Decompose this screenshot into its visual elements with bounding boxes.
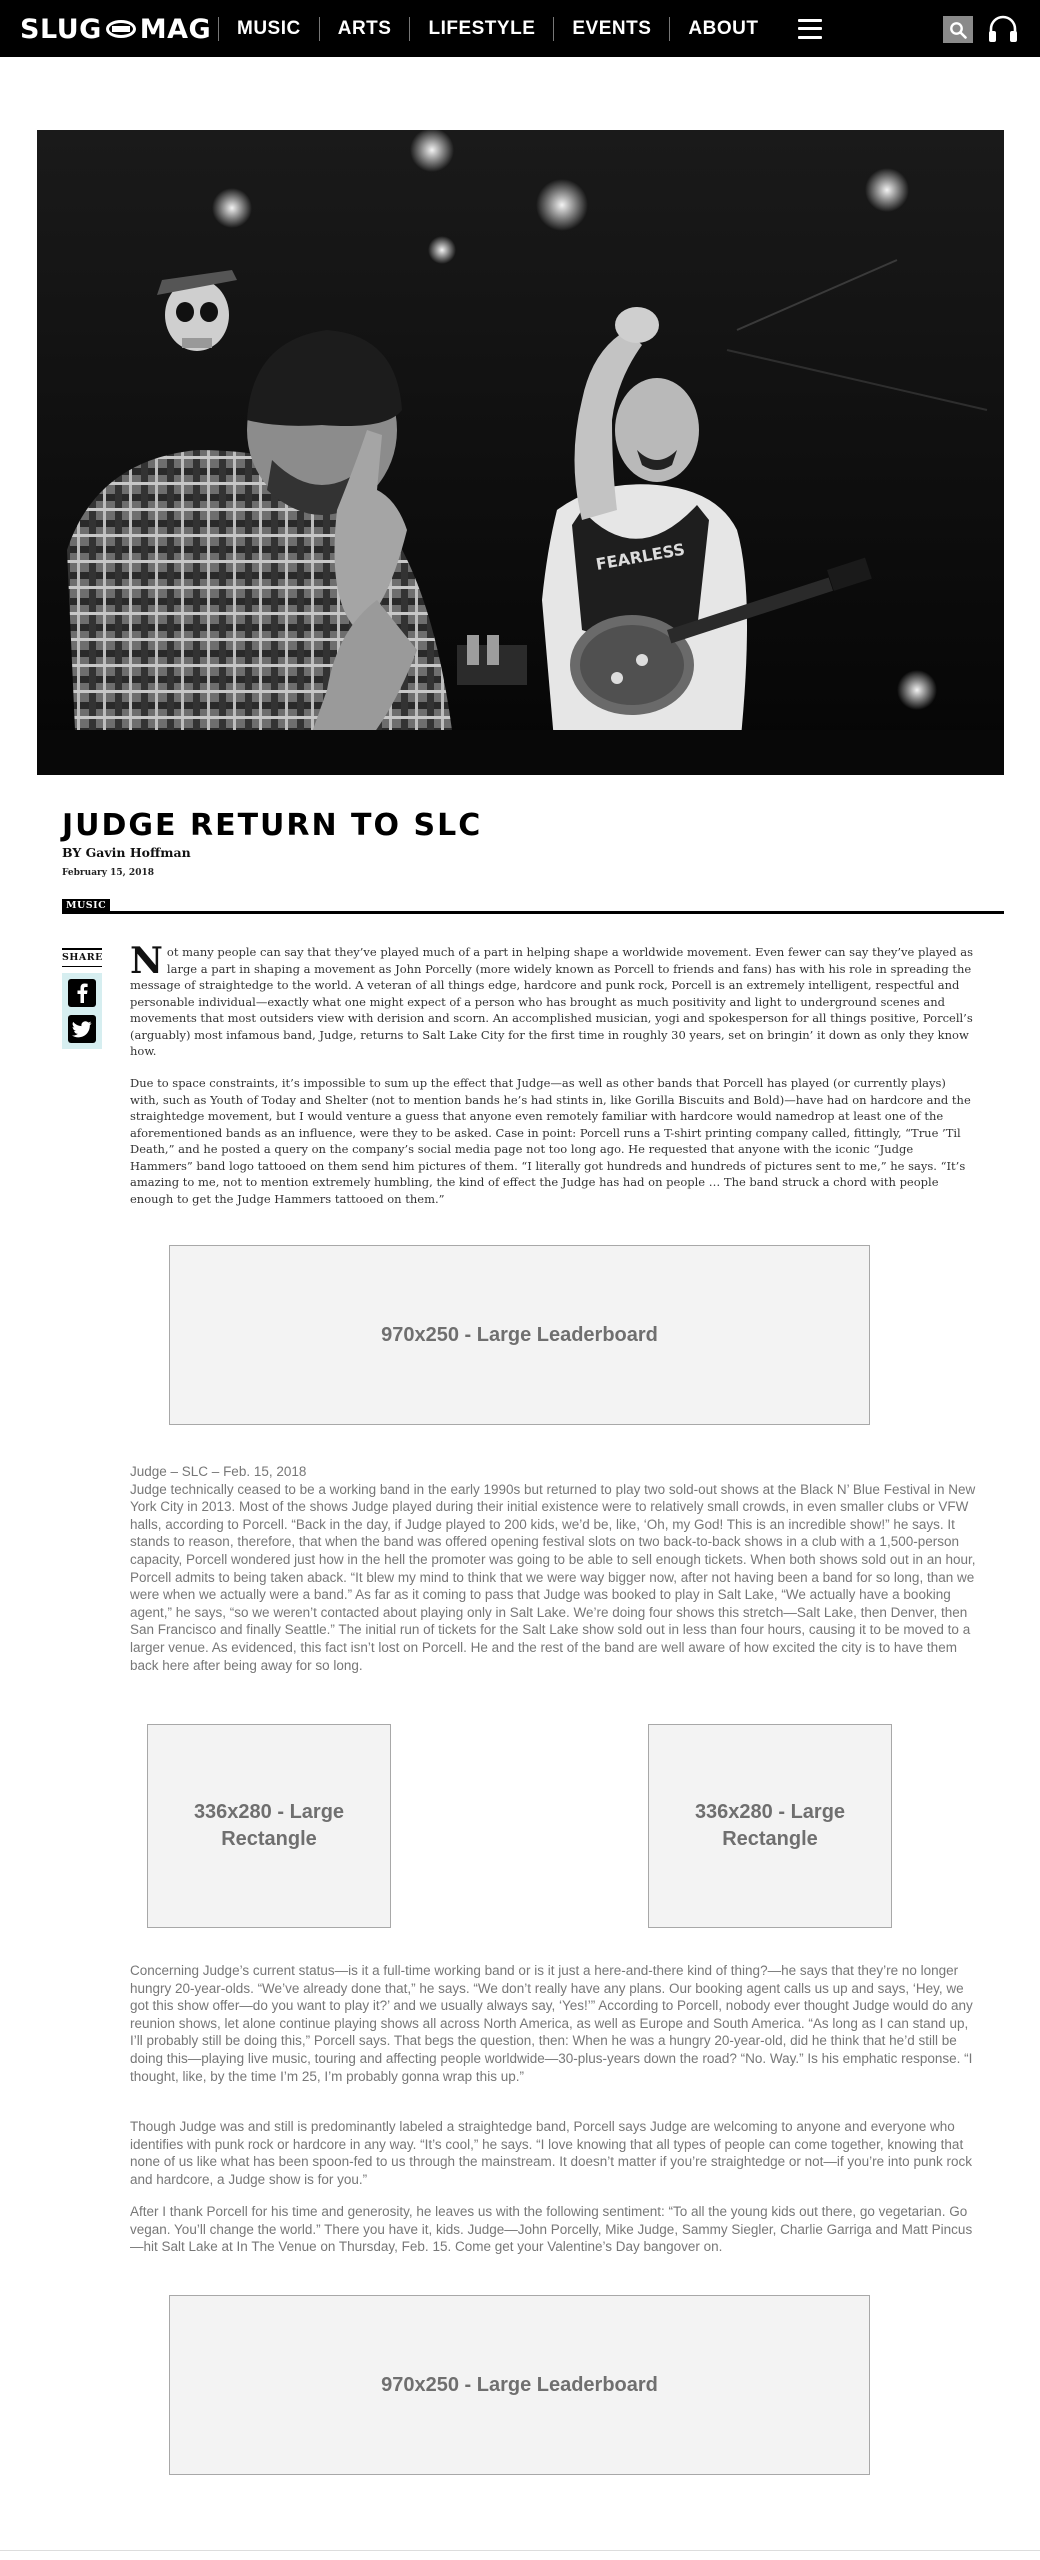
article-paragraph-6: After I thank Porcell for his time and generosity, he leaves us with the following sentiment: “To all the young kids out there, go vegetarian. Go vegan. You’ll change the world.” There you have it, kids. Judge—John Porcelly, Mike Judge, Sammy Siegler, Charlie Garriga and Matt Pincus—hit Salt Lake at In The Venue on Thursday, Feb. 15. Come get your Valentine’s Day bangover on. [130, 2204, 973, 2255]
headphones-icon[interactable] [987, 14, 1019, 44]
share-buttons [62, 973, 102, 1049]
article-paragraph-2: Due to space constraints, it’s impossible to sum up the effect that Judge—as well as other bands that Porcell has played (or currently plays) with, such as Youth of Today and Shelter (not to mention bands he’s had stints in, like Gorilla Biscuits and Bold)—have had on hardcore and the straightedge movement, but I would venture a guess that anyone even remotely familiar with hardcore would namedrop at least one of the aforementioned bands as an influence, were they to be asked. Case in point: Porcell runs a T-shirt printing company called, fittingly, “True ’Til Death,” and he posted a query on the company’s social media page not too long ago. He requested that anyone with the iconic “Judge Hammers” band logo tattooed on them send him pictures of them. “I literally got hundreds and hundreds of pictures sent to me,” he says. “It’s amazing to me, not to mention extremely humbling, the kind of effect the Judge has had on people … The band struck a chord with people enough to get the Judge Hammers tattooed on them.” [130, 1076, 971, 1206]
article-date: February 15, 2018 [62, 868, 154, 878]
paragraph-1-text: ot many people can say that they’ve played much of a part in helping shape a worldwide movement. Even fewer can say they’ve played as large a part in shaping a movement as John Porcelly (more widely known as Porcell to friends and fans) has with his role in spreading the message of straightedge to the world. A veteran of all things edge, hardcore and punk rock, Porcell is an extremely intelligent, respectful and personable individual—exactly what one might expect of a person who has brought as much positivity and light to underground scenes and movements that most outsiders view with derision and scorn. An accomplished musician, yogi and spokesperson for all things positive, Porcell’s (arguably) most infamous band, Judge, returns to Salt Lake City for the first time in roughly 30 years, set on bringin’ it down as only they know how. [130, 945, 973, 1058]
nav-item-music[interactable]: MUSIC [218, 17, 319, 41]
share-label: SHARE [62, 948, 102, 967]
nav-item-events[interactable]: EVENTS [553, 17, 669, 41]
slug-badge-icon [106, 17, 136, 41]
drop-cap: N [130, 940, 163, 982]
logo-text-right: MAG [139, 13, 212, 45]
site-logo[interactable] [20, 12, 211, 46]
hero-photo [37, 130, 1004, 775]
ad-rectangle-right-label: 336x280 - Large Rectangle [694, 1801, 846, 1850]
svg-text:FEARLESS: FEARLESS [594, 539, 687, 574]
nav-item-about[interactable]: ABOUT [669, 17, 776, 41]
ad-leaderboard-top-label: 970x250 - Large Leaderboard [381, 1323, 658, 1346]
main-nav [218, 0, 822, 57]
share-panel [62, 948, 102, 1049]
category-tag-music[interactable]: MUSIC [62, 899, 110, 912]
article-paragraph-1 [130, 940, 975, 1060]
title-divider [62, 911, 1004, 914]
logo-text-left: SLUG [20, 13, 102, 45]
ad-leaderboard-bottom[interactable] [169, 2295, 870, 2475]
concert-photo-judge [37, 130, 1004, 775]
article-paragraph-4: Concerning Judge’s current status—is it a full-time working band or is it just a here-and-there kind of thing?—he says that they’re no longer hungry 20-year-olds. “We’ve already done that,” he says. “We don’t really have any plans. Our booking agent calls us up and says, ‘Hey, we got this show offer—do you want to play it?’ and we usually always say, ‘Yes!’” According to Porcell, nobody ever thought Judge would do any reunion shows, let alone continue playing shows all across North America, as well as Europe and South America. “As long as I can stand up, I’ll probably still be doing this,” Porcell says. That begs the question, then: When he was a hungry 20-year-old, did he think that he’d still be doing this—playing live music, touring and affecting people worldwide—30-plus-years down the road? “No. Way.” Is his emphatic response. “I thought, like, by the time I’m 25, I’m probably gonna wrap this up.” [130, 1963, 973, 2084]
twitter-icon [72, 1021, 92, 1038]
hamburger-menu-icon[interactable] [798, 19, 822, 39]
search-button[interactable] [943, 16, 973, 43]
facebook-icon [75, 983, 89, 1003]
search-icon [949, 21, 967, 39]
article-title: JUDGE RETURN TO SLC [62, 808, 483, 843]
ad-rectangle-left-label: 336x280 - Large Rectangle [193, 1801, 345, 1850]
photo-caption: Judge – SLC – Feb. 15, 2018 [130, 1464, 307, 1479]
ad-rectangle-left[interactable] [147, 1724, 391, 1928]
site-header [0, 0, 1040, 57]
facebook-share-button[interactable] [68, 979, 96, 1007]
article-paragraph-5: Though Judge was and still is predominantly labeled a straightedge band, Porcell says Judge are welcoming to anyone and everyone who identifies with punk rock or hardcore in any way. “It’s cool,” he says. “I love knowing that all types of people can come together, knowing that none of us like what has been spoon-fed to us through the mainstream. It doesn’t matter if you’re straightedge or not—if you’re into punk rock and hardcore, a Judge show is for you.” [130, 2119, 972, 2187]
article-byline[interactable]: BY Gavin Hoffman [62, 845, 191, 860]
article-paragraph-3 [130, 1463, 980, 1674]
page-bottom-divider [0, 2550, 1040, 2551]
ad-leaderboard-top[interactable] [169, 1245, 870, 1425]
paragraph-3-text: Judge technically ceased to be a working band in the early 1990s but returned to play two sold-out shows at the Black N’ Blue Festival in New York City in 2013. Most of the shows Judge played during their initial existence were to relatively small crowds, in even smaller clubs or VFW halls, according to Porcell. “Back in the day, if Judge played to 200 kids, we’d be, like, ‘Oh, my God! This is an incredible show!” he says. It stands to reason, therefore, that when the band was offered opening festival slots on two back-to-back shows in a club with a 1,500-person capacity, Porcell wondered just how in the hell the promoter was going to be able to sell enough tickets. When both shows sold out in an hour, Porcell admits to being taken aback. “It blew my mind to think that we were way bigger now, after not having been a band for so long, than we were when we actually were a band.” As far as it coming to pass that Judge was booked to play in Salt Lake, “We actually have a booking agent,” he says, “so we weren’t contacted about playing only in Salt Lake. We’re doing four shows this stretch—Salt Lake, then Denver, then San Francisco and finally Seattle.” The initial run of tickets for the Salt Lake show sold out in less than four hours, causing it to be moved to a larger venue. As evidenced, this fact isn’t lost on Porcell. He and the rest of the band are well aware of how excited the city is to have them back here after being away for so long. [130, 1481, 976, 1673]
nav-item-lifestyle[interactable]: LIFESTYLE [409, 17, 553, 41]
ad-rectangle-right[interactable] [648, 1724, 892, 1928]
ad-leaderboard-bottom-label: 970x250 - Large Leaderboard [381, 2373, 658, 2396]
twitter-share-button[interactable] [68, 1015, 96, 1043]
nav-item-arts[interactable]: ARTS [319, 17, 410, 41]
